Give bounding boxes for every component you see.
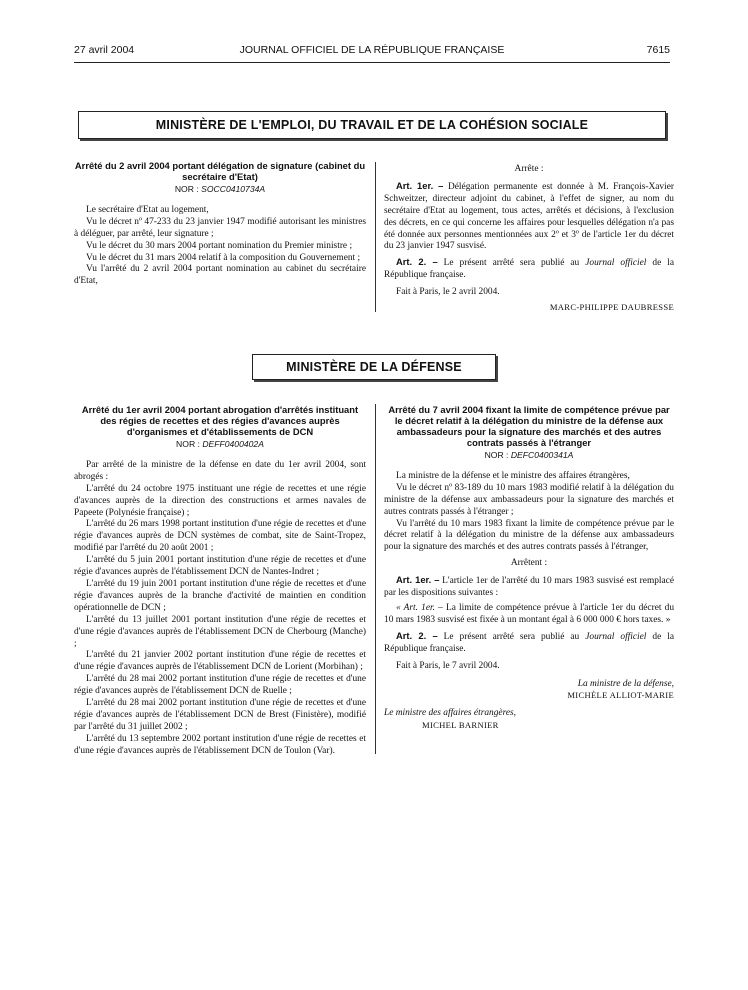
article-1: Art. 1er. – Délégation permanente est donnée à M. François-Xavier Schweitzer, directeur adjoint du cabinet, à l'effet de signer, au nom du secrétaire d'Etat au logement, tous actes, arrêtés et décisions, à l'exclusion des décrets, en ce qui concerne les affaires pour lesquelles délégation n'a pas été donnée aux personnes mentionnées aux 2º et 3º de l'article 1er du décret du 23 janvier 1947 susvisé. [384,179,674,252]
page-header [74,44,670,60]
arrete-label: Arrête : [514,164,544,174]
fait-a-paris: Fait à Paris, le 7 avril 2004. [396,660,500,671]
article-1: Art. 1er. – L'article 1er de l'arrêté du 10 mars 1983 susvisé est remplacé par les dispositions suivantes : [384,574,675,599]
arrete-delegation-col1 [74,160,366,320]
arrete-limite-competence [384,404,674,764]
arretent-label: Arrêtent : [510,558,548,569]
body-paragraph: La ministre de la défense et le ministre des affaires étrangères, [396,470,630,481]
body-paragraph: L'arrêté du 28 mai 2002 portant institution d'une régie de recettes et d'une régie d'avances auprès de l'établissement DCN de Brest (Finistère), modifié par l'arrêté du 31 juillet 2002 ; [74,698,366,732]
visa-paragraph: Vu l'arrêté du 2 avril 2004 portant nomination au cabinet du secrétaire d'Etat, [74,264,366,287]
body-paragraph: Vu le décret nº 83-189 du 10 mars 1983 modifié relatif à la délégation du ministre de la défense aux ambassadeurs pour la signature des marchés et autres contrats passés à l'étranger ; [384,482,674,517]
body-paragraph: L'arrêté du 28 mai 2002 portant institution d'une régie de recettes et d'une régie d'avances auprès de l'établissement DCN de Ruelle ; [74,674,366,697]
signatory-role: Le ministre des affaires étrangères, [384,708,517,719]
fait-a-paris: Fait à Paris, le 2 avril 2004. [396,287,500,298]
header-rule [74,62,670,63]
visa-paragraph: Vu le décret du 30 mars 2004 portant nomination du Premier ministre ; [86,240,353,251]
arrete-abrogation [74,404,366,874]
body-paragraph: Par arrêté de la ministre de la défense en date du 1er avril 2004, sont abrogés : [74,459,366,482]
body-paragraph: L'arrêté du 19 juin 2001 portant institution d'une régie de recettes et d'une régie d'avances auprès de la branche d'activité de maintien en condition opérationnelle de DCN ; [74,578,366,613]
article-1-quote: « Art. 1er. – La limite de compétence prévue à l'article 1er du décret du 10 mars 1983 susvisé est fixée à un montant égal à 6 000 000 € hors taxes. » [384,602,675,625]
signatory-name: MARC-PHILIPPE DAUBRESSE [549,302,674,313]
body-paragraph: L'arrêté du 26 mars 1998 portant institution d'une régie de recettes et d'une régie d'avances auprès de DCN systèmes de combat, site de Saint-Tropez, modifié par l'arrêté du 20 août 2001 ; [74,519,366,554]
arrete-delegation-col2 [384,160,674,320]
body-paragraph: L'arrêté du 21 janvier 2002 portant institution d'une régie de recettes et d'une régie d'avances auprès de l'établissement DCN de Lorient (Morbihan) ; [74,650,366,673]
visa-paragraph: Vu le décret du 31 mars 2004 relatif à la composition du Gouvernement ; [86,252,361,263]
body-paragraph: L'arrêté du 13 septembre 2002 portant institution d'une régie de recettes et d'une régie d'avances auprès de l'établissement DCN de Toulon (Var). [74,733,366,756]
body-paragraph: L'arrêté du 13 juillet 2001 portant institution d'une régie de recettes et d'une régie d'avances auprès de l'établissement DCN de Cherbourg (Manche) ; [74,614,366,649]
arrete-title: Arrêté du 1er avril 2004 portant abrogation d'arrêtés instituant des régies de recettes et des régies d'avances auprès d'organismes et d'établissements de DCN [81,404,359,437]
body-paragraph: Vu l'arrêté du 10 mars 1983 fixant la limite de compétence prévue par le décret relatif à la délégation du ministre de la défense aux ambassadeurs pour la signature des marchés et des autres contrats passés à l'étranger, [384,518,674,553]
nor-reference: NOR : DEFF0400402A [176,439,264,449]
arrete-title: Arrêté du 2 avril 2004 portant délégation de signature (cabinet du secrétaire d'Etat) [74,160,366,182]
nor-reference: NOR : SOCC0410734A [174,184,266,194]
article-2: Art. 2. – Le présent arrêté sera publié au Journal officiel de la République française. [384,629,675,654]
visa-paragraph: Le secrétaire d'Etat au logement, [86,204,209,215]
column-divider [375,162,376,312]
body-paragraph: L'arrêté du 24 octobre 1975 instituant une régie de recettes et une régie d'avances auprès de la direction des constructions et armes navales de Papeete (Polynésie française) ; [74,483,366,518]
journal-title: JOURNAL OFFICIEL DE LA RÉPUBLIQUE FRANÇAISE [239,44,505,56]
signatory-name: MICHEL BARNIER [422,720,499,731]
article-2: Art. 2. – Le présent arrêté sera publié au Journal officiel de la République française. [384,256,675,281]
page-number: 7615 [646,44,670,56]
header-date: 27 avril 2004 [74,44,135,56]
visa-paragraph: Vu le décret nº 47-233 du 23 janvier 1947 modifié autorisant les ministres à déléguer, par arrêté, leur signature ; [74,216,366,239]
ministry-heading-emploi: MINISTÈRE DE L'EMPLOI, DU TRAVAIL ET DE LA COHÉSION SOCIALE [78,111,666,139]
column-divider [375,404,376,754]
ministry-heading-defense: MINISTÈRE DE LA DÉFENSE [252,354,496,380]
signatory-name: MICHÈLE ALLIOT-MARIE [567,690,674,701]
nor-reference: NOR : DEFC0400341A [484,450,574,460]
signatory-role: La ministre de la défense, [577,678,674,689]
body-paragraph: L'arrêté du 5 juin 2001 portant institution d'une régie de recettes et d'une régie d'avances auprès de l'établissement DCN de Nantes-Indret ; [74,555,366,578]
arrete-title: Arrêté du 7 avril 2004 fixant la limite de compétence prévue par le décret relatif à la délégation du ministre de la défense aux ambassadeurs pour la signature des marchés et des autres contrats passés à l'étranger [388,404,670,448]
